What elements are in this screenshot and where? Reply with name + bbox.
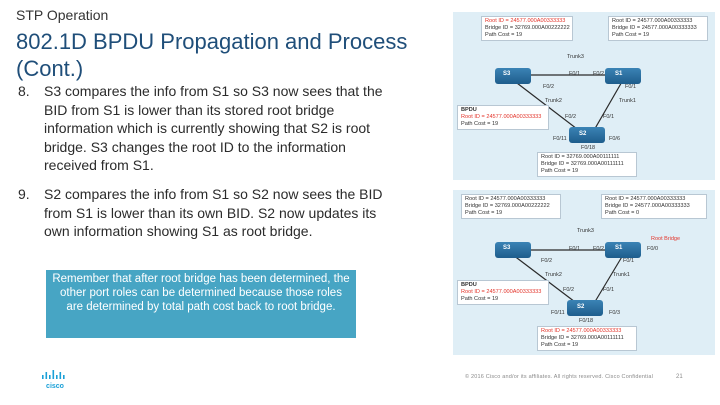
switch-info-box: Root ID = 24577.000A00333333 Bridge ID = 32769.000A00111111 Path Cost = 19 [537,326,637,351]
switch-label: S2 [577,304,585,310]
trunk-label: Trunk3 [577,228,594,234]
port-label: F0/1 [603,287,615,293]
port-label: F0/1 [569,246,581,252]
port-label: F0/3 [609,310,621,316]
port-label: F0/0 [647,246,659,252]
switch-icon [569,127,605,143]
trunk-label: Trunk1 [619,98,636,104]
port-label: F0/18 [579,318,594,324]
switch-info-box: Root ID = 24577.000A00333333 Bridge ID = 32769.000A00222222 Path Cost = 19 [461,194,561,219]
switch-icon [495,68,531,84]
port-label: F0/1 [569,71,581,77]
copyright-footer: © 2016 Cisco and/or its affiliates. All rights reserved. Cisco Confidential [465,374,654,380]
switch-info-box: Root ID = 24577.000A00333333 Bridge ID = 32769.000A00222222 Path Cost = 19 [481,16,573,41]
page-number: 21 [676,374,683,380]
port-label: F0/2 [563,287,575,293]
switch-label: S1 [615,71,623,77]
svg-text:cisco: cisco [46,383,64,390]
step-text: S2 compares the info from S1 so S2 now sees the BID from S1 is lower than its own BID. S2 now updates its own information showing S1 as root bridge. [44,186,383,239]
note-callout: Remember that after root bridge has been determined, the other port roles can be determined because those roles are determined by total path cost back to root bridge. [46,270,356,338]
switch-icon [567,300,603,316]
bpdu-box: BPDU Root ID = 24577.000A00333333 Path Cost = 19 [457,105,549,130]
switch-label: S1 [615,245,623,251]
port-label: F0/6 [609,136,621,142]
trunk-label: Trunk2 [545,98,562,104]
port-label: F0/1 [623,258,635,264]
port-label: F0/2 [541,258,553,264]
trunk-label: Trunk2 [545,272,562,278]
stp-diagram-step9 [453,190,715,355]
switch-icon [605,242,641,258]
port-label: F0/11 [551,310,565,316]
port-label: F0/1 [603,114,615,120]
step-number: 9. [18,186,30,202]
port-label: F0/2 [593,71,605,77]
trunk-label: Trunk1 [613,272,630,278]
step-text: S3 compares the info from S1 so S3 now sees that the BID from S1 is lower than its stored root bridge information which is currently showing that S2 is root bridge. S3 changes the root ID to the information received from S1. [44,83,383,173]
section-title: STP Operation [16,7,109,23]
port-label: F0/1 [625,84,637,90]
port-label: F0/2 [565,114,577,120]
switch-icon [495,242,531,258]
switch-label: S3 [503,71,511,77]
switch-info-box: Root ID = 24577.000A00333333 Bridge ID = 24577.000A00333333 Path Cost = 19 [608,16,708,41]
trunk-label: Trunk3 [567,54,584,60]
root-bridge-label: Root Bridge [651,236,681,242]
stp-diagram-step8 [453,12,715,180]
port-label: F0/18 [581,145,596,151]
cisco-logo-icon [40,370,70,390]
switch-info-box: Root ID = 24577.000A00333333 Bridge ID = 24577.000A00333333 Path Cost = 0 [601,194,707,219]
port-label: F0/11 [553,136,567,142]
switch-label: S2 [579,131,587,137]
port-label: F0/2 [543,84,555,90]
switch-label: S3 [503,245,511,251]
step-number: 8. [18,83,30,99]
port-label: F0/2 [593,246,605,252]
slide-title: 802.1D BPDU Propagation and Process (Cont.) [16,29,408,81]
bpdu-box: BPDU Root ID = 24577.000A00333333 Path Cost = 19 [457,280,549,305]
switch-icon [605,68,641,84]
switch-info-box: Root ID = 32769.000A00111111 Bridge ID = 32769.000A00111111 Path Cost = 19 [537,152,637,177]
